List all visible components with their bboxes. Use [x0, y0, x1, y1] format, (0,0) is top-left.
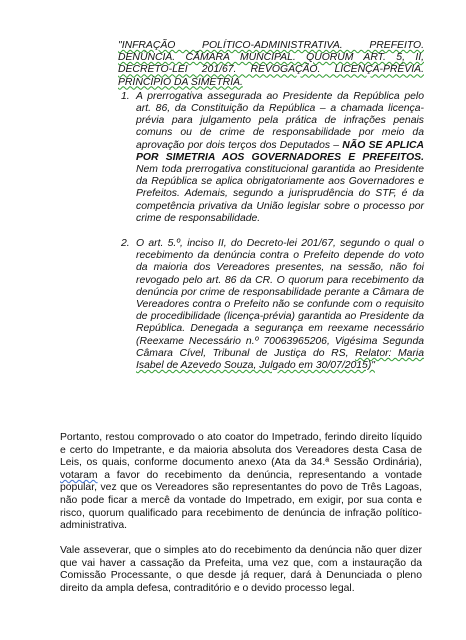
jurisprudence-quote — [118, 40, 424, 372]
quote-item-1-text-before: A prerrogativa assegurada ao Presidente da República pelo art. 86, da Constituição da República – a chamada licença-prévia para julgamento pela prática de infrações penais comuns ou de crime de responsabilidade por meio da aprovação por dois terços dos Deputados – — [136, 90, 424, 151]
quote-item-2 — [118, 238, 424, 372]
paragraph-1-underlined-word: votaram — [60, 469, 98, 481]
quote-item-2-number: 2. — [121, 238, 130, 250]
quote-ementa — [118, 40, 424, 89]
quote-item-1-number: 1. — [121, 90, 130, 102]
quote-ementa-text: "INFRAÇÃO POLÍTICO-ADMINISTRATIVA. PREFEITO. DENÚNCIA. CÂMARA MUNCIPAL. QUORUM ART. 5, II, DECRETO-LEI 201/67. REVOGAÇÃO. LICENÇA-PRÉVIA. PRINCÍPIO DA SIMETRIA. — [118, 40, 424, 88]
paragraph-1-text-before: Portanto, restou comprovado o ato coator do Impetrado, ferindo direito líquido e certo do Impetrante, e da maioria absoluta dos Vereadores desta Casa de Leis, os quais, conforme documento anexo (Ata da 34.ª Sessão Ordinária), — [60, 432, 422, 469]
body-paragraph-2 — [60, 545, 422, 595]
paragraph-1-text-after: a favor do recebimento da denúncia, representando a vontade popular, vez que os Vereadores são representantes do povo de Três Lagoas, não pode ficar a mercê da vontade do Impetrado, em exigir, por sua conta e risco, quorum qualificado para recebimento de denúncia de infração político-administrativa. — [60, 469, 422, 532]
quote-items-list — [118, 91, 424, 372]
quote-item-2-underlined-text: Relator: Maria Isabel de Azevedo Souza, Julgado em 30/07/2015)" — [136, 347, 424, 372]
quote-item-1 — [118, 91, 424, 225]
body-paragraph-1 — [60, 432, 422, 533]
quote-item-1-bold-text: NÃO SE APLICA POR SIMETRIA AOS GOVERNADORES E PREFEITOS. — [136, 139, 424, 163]
paragraph-2-text: Vale asseverar, que o simples ato do recebimento da denúncia não quer dizer que vai haver a cassação da Prefeita, uma vez que, com a instauração da Comissão Processante, o que desde já requer, dará à Denunciada o pleno direito da ampla defesa, contraditório e o devido processo legal. — [60, 545, 422, 594]
quote-item-1-text-after: Nem toda prerrogativa constitucional garantida ao Presidente da República se aplica obrigatoriamente aos Governadores e Prefeitos. Ademais, segundo a jurisprudência do STF, é da competência privativa da União legislar sobre o processo por crime de responsabilidade. — [136, 164, 424, 224]
quote-item-2-text-before: O art. 5.º, inciso II, do Decreto-lei 201/67, segundo o qual o recebimento da denúncia contra o Prefeito depende do voto da maioria dos Vereadores presentes, na sessão, não foi revogado pelo art. 86 da CR. O quorum para recebimento da denúncia por crime de responsabilidade perante a Câmara de Vereadores contra o Prefeito não se confunde com o requisito de procedibilidade (licença-prévia) garantida ao Presidente da República. Denegada a segurança em reexame necessário (Reexame Necessário n.º 70063965206, Vigésima Segunda Câmara Cível, Tribunal de Justiça do RS, — [136, 238, 424, 359]
